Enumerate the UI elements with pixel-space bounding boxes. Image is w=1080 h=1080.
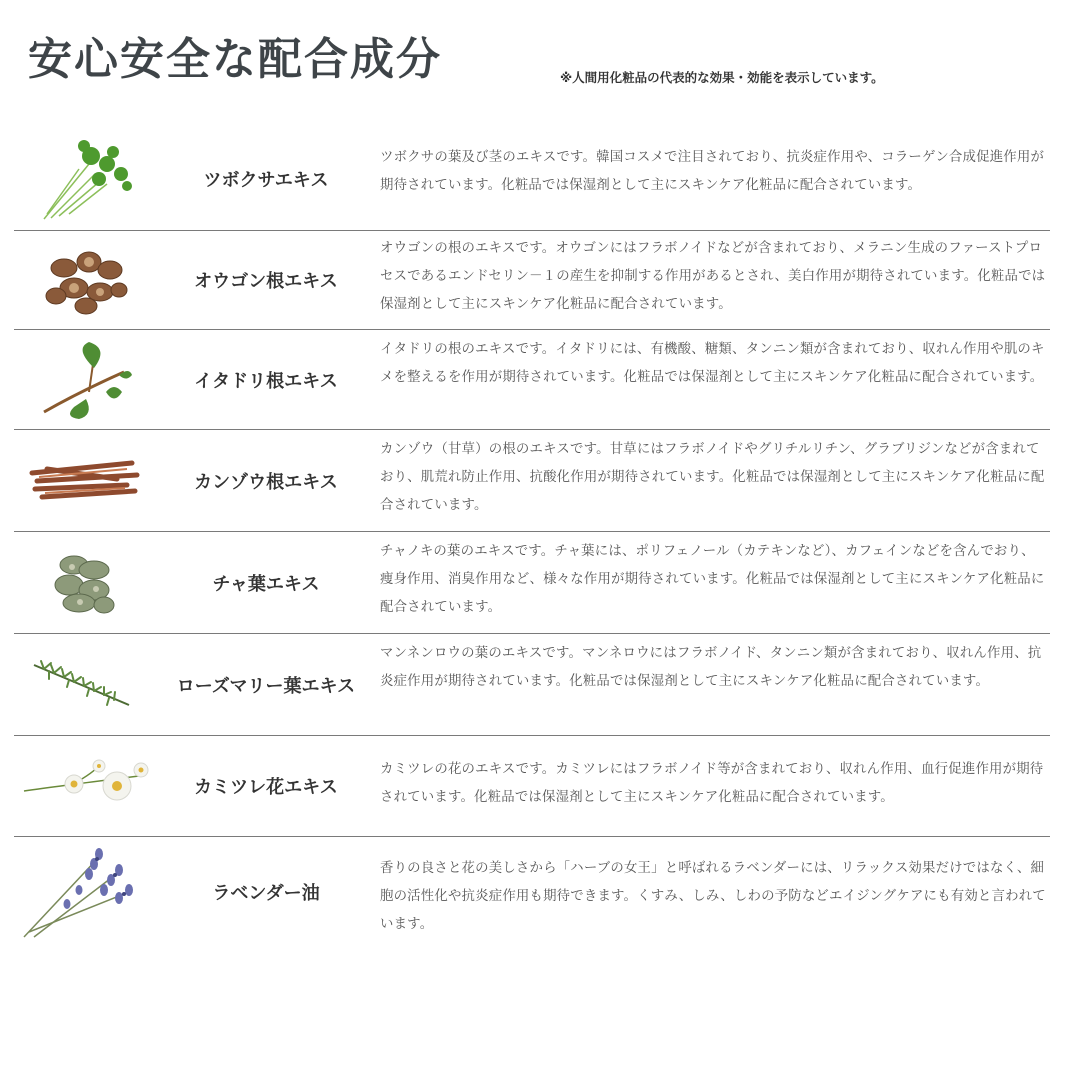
ingredient-row-licorice — [14, 430, 1050, 532]
tea-leaves-icon — [14, 532, 154, 633]
knotweed-leaf-icon — [14, 330, 154, 429]
ingredient-description: カミツレの花のエキスです。カミツレにはフラボノイド等が含まれており、収れん作用、血行促進作用が期待されています。化粧品では保湿剤として主にスキンケア化粧品に配合されています。 — [380, 762, 1044, 805]
ingredient-description: ツボクサの葉及び茎のエキスです。韓国コスメで注目されており、抗炎症作用や、コラーゲン合成促進作用が期待されています。化粧品では保湿剤として主にスキンケア化粧品に配合されています。 — [380, 150, 1045, 193]
ingredient-row-tea — [14, 532, 1050, 634]
ingredient-name: ツボクサエキス — [203, 170, 329, 191]
ingredient-name: チャ葉エキス — [212, 573, 320, 595]
ingredient-row-lavender — [14, 837, 1050, 947]
ingredient-name: カミツレ花エキス — [194, 777, 338, 798]
chamomile-flower-icon — [14, 736, 154, 836]
lavender-sprig-icon — [14, 837, 154, 947]
ingredient-name: ラベンダー油 — [212, 883, 320, 904]
ingredient-description: チャノキの葉のエキスです。チャ葉には、ポリフェノール（カテキンなど）、カフェインなどを含んでおり、痩身作用、消臭作用など、様々な作用が期待されています。化粧品では保湿剤として主にスキンケア化粧品に配合されています。 — [380, 544, 1045, 615]
centella-leaf-icon — [14, 128, 154, 230]
ingredient-row-chamomile — [14, 736, 1050, 837]
ingredient-description: オウゴンの根のエキスです。オウゴンにはフラボノイドなどが含まれており、メラニン生成のファーストプロセスであるエンドセリン－１の産生を抑制する作用があるとされ、美白作用が期待されています。化粧品では保湿剤として主にスキンケア化粧品に配合されています。 — [380, 241, 1046, 312]
rosemary-sprig-icon — [14, 634, 154, 735]
ingredient-description: イタドリの根のエキスです。イタドリには、有機酸、糖類、タンニン類が含まれており、収れん作用や肌のキメを整えるを作用が期待されています。化粧品では保湿剤として主にスキンケア化粧品に配合されています。 — [380, 342, 1045, 385]
page-title: 安心安全な配合成分 — [28, 34, 442, 85]
ingredient-name: オウゴン根エキス — [194, 271, 338, 292]
ingredient-description: カンゾウ（甘草）の根のエキスです。甘草にはフラボノイドやグリチルリチン、グラブリジンなどが含まれており、肌荒れ防止作用、抗酸化作用が期待されています。化粧品では保湿剤として主にスキンケア化粧品に配合されています。 — [380, 442, 1045, 513]
scutellaria-root-icon — [14, 231, 154, 329]
ingredient-name: カンゾウ根エキス — [194, 471, 338, 493]
ingredient-description: マンネンロウの葉のエキスです。マンネロウにはフラボノイド、タンニン類が含まれており、収れん作用、抗炎症作用が期待されています。化粧品では保湿剤として主にスキンケア化粧品に配合されています。 — [380, 646, 1042, 689]
ingredient-name: ローズマリー葉エキス — [176, 675, 356, 697]
licorice-root-icon — [14, 430, 154, 531]
ingredient-list — [14, 128, 1050, 947]
ingredient-row-centella — [14, 128, 1050, 231]
ingredient-name: イタドリ根エキス — [194, 370, 338, 392]
ingredient-description: 香りの良さと花の美しさから「ハーブの女王」と呼ばれるラベンダーには、リラックス効果だけではなく、細胞の活性化や抗炎症作用も期待できます。くすみ、しみ、しわの予防などエイジングケアにも有効と言われています。 — [380, 861, 1046, 932]
ingredient-row-rosemary — [14, 634, 1050, 736]
ingredient-row-scutellaria — [14, 231, 1050, 330]
ingredient-row-knotweed — [14, 330, 1050, 430]
disclaimer-note: ※人間用化粧品の代表的な効果・効能を表示しています。 — [560, 70, 884, 85]
